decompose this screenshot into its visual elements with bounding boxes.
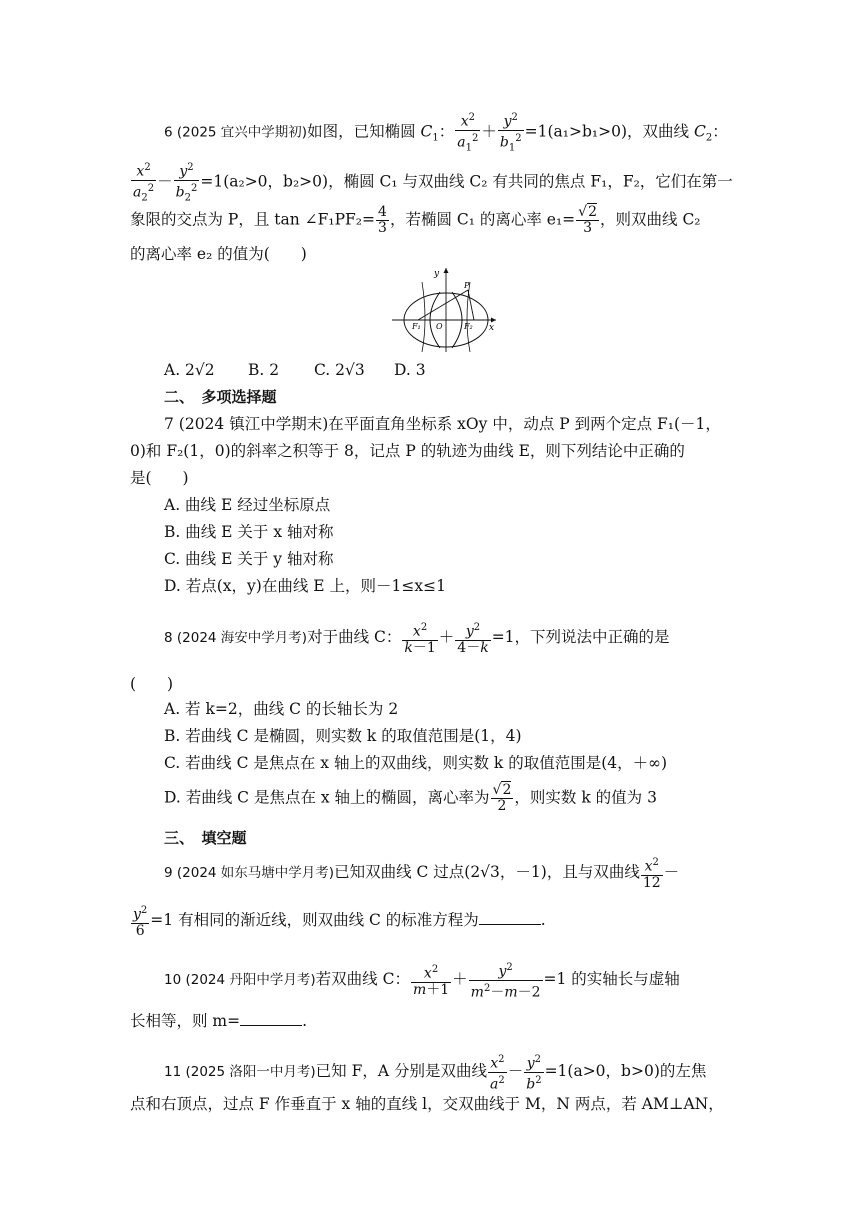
q7-line1: 7 (2024 镇江中学期末)在平面直角坐标系 xOy 中，动点 P 到两个定点 F₁(－1， <box>164 415 721 433</box>
q6-line2: $\frac{x^2}{a_2^2}$ － $\frac{y^2}{b_2^2}$ =1(a₂>0，b₂>0)，椭圆 C₁ 与双曲线 C₂ 有共同的焦点 F₁，F₂，它们在第一 <box>133 162 733 204</box>
f1-label: F₁ <box>412 322 421 331</box>
q6-fraction-y: $\frac{y^2}{b_1^2}$ <box>499 112 522 154</box>
q6-line3: 象限的交点为 P，且 tan ∠F₁PF₂= $\frac{4}{3}$ ，若椭圆 C₁ 的离心率 e₁= $\frac{√2}{3}$ ，则双曲线 C₂ <box>130 204 701 236</box>
q8-option-b: B. 若曲线 C 是椭圆，则实数 k 的取值范围是(1，4) <box>164 727 522 745</box>
q10-source: 10 (2024 丹阳中学月考) <box>164 972 316 989</box>
q7-option-b: B. 曲线 E 关于 x 轴对称 <box>164 523 334 541</box>
q8-line1: 8 (2024 海安中学月考)对于曲线 C： $\frac{x^2}{k-1}$ ＋ $\frac{y^2}{4-k}$ =1，下列说法中正确的是 <box>164 622 670 656</box>
q7-option-a: A. 曲线 E 经过坐标原点 <box>164 496 331 514</box>
q10-line1: 10 (2024 丹阳中学月考)若双曲线 C： $\frac{x^2}{m+1}$ ＋ $\frac{y^2}{m^2-m-2}$ =1 的实轴长与虚轴 <box>164 962 680 1001</box>
q9-source: 9 (2024 如东马塘中学月考) <box>164 864 335 881</box>
ellipse-hyperbola-figure <box>392 262 502 354</box>
q7-option-d: D. 若点(x，y)在曲线 E 上，则－1≤x≤1 <box>164 577 446 595</box>
q8-option-d: D. 若曲线 C 是焦点在 x 轴上的椭圆，离心率为 $\frac{√2}{2}$ ，则实数 k 的值为 3 <box>164 782 657 814</box>
q6-source: 6 (2025 宜兴中学期初) <box>164 124 308 141</box>
q8-source: 8 (2024 海安中学月考) <box>164 629 308 646</box>
q7-option-c: C. 曲线 E 关于 y 轴对称 <box>164 550 334 568</box>
section-heading-multiple-choice: 二、 多项选择题 <box>164 388 277 406</box>
q8-line2: ( ) <box>130 675 174 693</box>
q6-line1: 6 (2025 宜兴中学期初)如图，已知椭圆 $C_1$： $\frac{x^2}{a_1^2}$ ＋ $\frac{y^2}{b_1^2}$ =1(a₁>b₁>0)，双曲线 $C_2$： <box>164 112 728 154</box>
q8-option-c: C. 若曲线 C 是焦点在 x 轴上的双曲线，则实数 k 的取值范围是(4，＋∞) <box>164 754 668 772</box>
f2-label: F₂ <box>464 322 473 331</box>
q11-source: 11 (2025 洛阳一中月考) <box>164 1064 316 1081</box>
q6-option-c: C. 2√3 <box>314 361 365 379</box>
q7-line2: 0)和 F₂(1，0)的斜率之积等于 8，记点 P 的轨迹为曲线 E，则下列结论中正确的 <box>130 442 685 460</box>
q6-option-b: B. 2 <box>248 361 280 379</box>
q9-line1: 9 (2024 如东马塘中学月考)已知双曲线 C 过点(2√3，－1)，且与双曲线 $\frac{x^2}{12}$ － <box>164 857 680 891</box>
q6-option-d: D. 3 <box>394 361 426 379</box>
q10-line2: 长相等，则 m= . <box>130 1012 308 1030</box>
q8-option-a: A. 若 k=2，曲线 C 的长轴长为 2 <box>164 700 399 718</box>
q7-line3: 是( ) <box>130 469 189 487</box>
y-axis-label: y <box>434 269 440 279</box>
q11-line1: 11 (2025 洛阳一中月考)已知 F，A 分别是双曲线 $\frac{x^2}{a^2}$ － $\frac{y^2}{b^2}$ =1(a>0，b>0)的左焦 <box>164 1054 707 1093</box>
q9-line2: $\frac{y^2}{6}$ =1 有相同的渐近线，则双曲线 C 的标准方程为 . <box>133 905 546 939</box>
q6-line4: 的离心率 e₂ 的值为( ) <box>130 245 307 263</box>
q6-fraction-x: $\frac{x^2}{a_1^2}$ <box>457 112 479 154</box>
q9-answer-blank[interactable] <box>479 910 541 925</box>
origin-label: O <box>436 322 443 331</box>
q10-answer-blank[interactable] <box>240 1011 302 1026</box>
q11-line2: 点和右顶点，过点 F 作垂直于 x 轴的直线 l，交双曲线于 M，N 两点，若 AM⊥AN， <box>130 1095 724 1113</box>
section-heading-fill-in: 三、 填空题 <box>164 829 247 847</box>
q6-option-a: A. 2√2 <box>164 361 215 379</box>
p-label: P <box>464 281 470 290</box>
x-axis-label: x <box>489 323 495 333</box>
